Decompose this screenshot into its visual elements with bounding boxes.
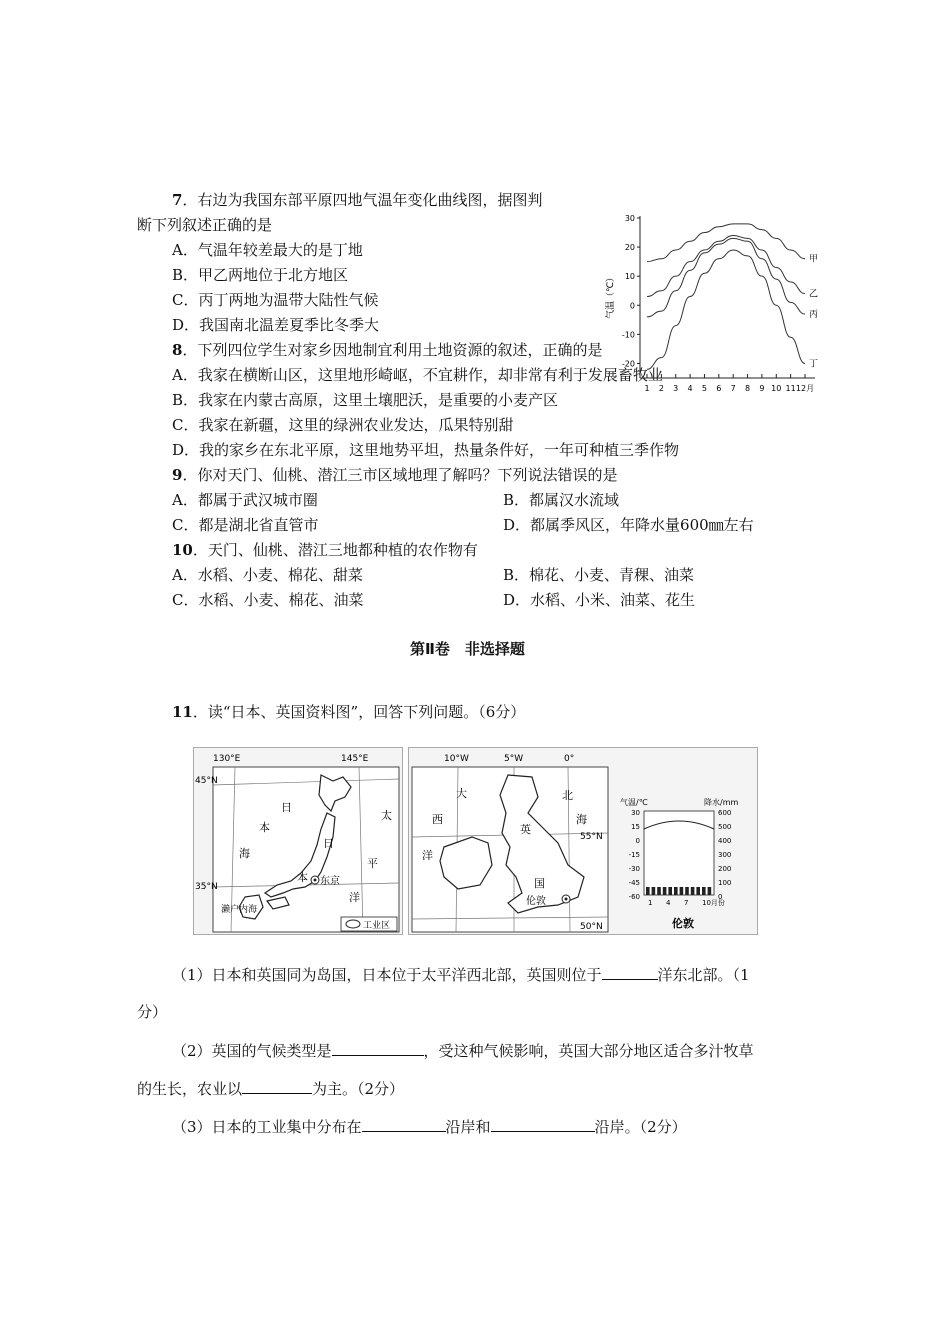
climate-temp-tick: 0 [635,837,640,845]
japan-lat-35: 35°N [195,882,218,892]
climate-temp-tick: -45 [628,879,640,887]
y-tick-label: 20 [624,243,635,253]
y-tick-label: -20 [621,359,635,369]
q10-option-b: B．棉花、小麦、青稞、油菜 [503,566,695,584]
north-sea-label-2: 海 [576,813,587,826]
precip-bar [657,887,661,895]
series-line-1 [647,235,805,296]
climate-temp-tick: -30 [628,865,640,873]
x-tick-label: 9 [759,384,765,393]
q11-sub3-blank2[interactable] [491,1117,595,1132]
precip-bar [685,887,689,895]
x-tick-label: 7 [730,384,736,393]
uk-lat-50: 50°N [580,922,603,932]
precip-bar [680,887,684,895]
industrial-zone-icon [346,920,360,928]
japan-map [193,747,403,935]
precip-bar [652,887,656,895]
uk-map [408,747,758,935]
climate-temp-tick: -15 [628,851,640,859]
uk-lon-0: 0° [564,754,575,764]
uk-lon-10w: 10°W [444,754,469,764]
seto-inland-sea-label: 濑户内海 [221,905,258,915]
x-tick-label: 12月 [795,384,815,393]
climate-month-tick: 10月份 [702,899,725,907]
q11-sub2-blank1[interactable] [332,1041,424,1056]
climate-precip-tick: 600 [718,809,732,817]
q7-option-c: C．丙丁两地为温带大陆性气候 [172,291,379,309]
x-tick-label: 11 [785,384,796,393]
precip-bar [663,887,667,895]
precip-bar [668,887,672,895]
x-ticks [644,374,814,393]
y-tick-label: 0 [629,301,635,311]
q11-sub3: （3）日本的工业集中分布在 沿岸和 沿岸。（2分） [172,1118,687,1136]
q7-option-a: A．气温年较差最大的是丁地 [172,241,363,259]
climate-precip-tick: 300 [718,851,732,859]
climate-precip-tick: 200 [718,865,732,873]
q11-sub3-blank1[interactable] [362,1117,446,1132]
q10-stem: 10．天门、仙桃、潜江三地都种植的农作物有 [172,541,478,559]
y-tick-label: -10 [621,330,635,340]
climate-precip-title: 降水/mm [704,798,739,807]
series-label-3: 丁 [809,359,819,370]
atlantic-label-1: 大 [456,787,467,800]
climate-month-tick: 4 [666,899,671,907]
q11-sub2: （2）英国的气候类型是 ，受这种气候影响，英国大部分地区适合多汁牧草 [172,1042,754,1060]
x-tick-label: 6 [716,384,722,393]
q8-option-d: D．我的家乡在东北平原，这里地势平坦，热量条件好，一年可种植三季作物 [172,441,680,459]
atlantic-label-2: 西 [432,813,443,826]
climate-temp-tick: -60 [628,893,640,901]
tokyo-label: 东京 [320,876,340,887]
y-tick-label: 10 [624,272,635,282]
precip-bar [708,887,712,895]
q11-sub2-blank2[interactable] [242,1079,312,1094]
q7-stem-line1: 7．右边为我国东部平原四地气温年变化曲线图，据图判 [172,191,543,209]
japan-lon-130: 130°E [213,754,241,764]
precip-bar [646,887,650,895]
climate-precip-tick: 500 [718,823,732,831]
series-label-1: 乙 [809,289,819,300]
atlantic-label-3: 洋 [422,849,433,862]
q7-stem-line2: 断下列叙述正确的是 [137,216,273,234]
precip-bar [674,887,678,895]
series-line-2 [647,238,805,317]
climate-month-tick: 7 [684,899,689,907]
london-label: 伦敦 [526,896,546,907]
temperature-chart [600,206,820,401]
japan-legend-label: 工业区 [363,921,391,931]
climate-precip-tick: 100 [718,879,732,887]
climate-city-label: 伦敦 [672,917,694,930]
q9-option-a: A．都属于武汉城市圈 [172,491,318,509]
section2-title: 第Ⅱ卷 非选择题 [410,640,525,658]
q9-option-b: B．都属汉水流域 [503,491,620,509]
series-labels [809,254,818,370]
series-line-3 [647,250,805,369]
q8-option-c: C．我家在新疆，这里的绿洲农业发达，瓜果特别甜 [172,416,514,434]
series-lines [647,224,805,369]
climate-temp-tick: 15 [631,823,640,831]
climate-temp-title: 气温/℃ [620,798,648,807]
x-tick-label: 1 [644,384,650,393]
q10-option-c: C．水稻、小麦、棉花、油菜 [172,591,364,609]
climate-precip-tick: 0 [718,893,723,901]
x-tick-label: 2 [658,384,664,393]
q11-sub2-cont: 的生长，农业以 为主。（2分） [137,1080,405,1098]
q7-option-b: B．甲乙两地位于北方地区 [172,266,349,284]
climate-month-tick: 1 [648,899,653,907]
q11-sub1-blank[interactable] [602,965,658,980]
precip-bar [691,887,695,895]
x-tick-label: 4 [687,384,693,393]
climate-precip-tick: 400 [718,837,732,845]
q9-option-d: D．都属季风区，年降水量600㎜左右 [503,516,754,534]
sea-of-japan-label-1: 日 [281,801,292,814]
q11-stem: 11．读“日本、英国资料图”，回答下列问题。（6分） [172,703,526,721]
uk-country-label-1: 英 [520,823,531,836]
japan-country-label-2: 本 [297,871,308,884]
x-tick-label: 3 [673,384,679,393]
series-label-0: 甲 [809,254,819,265]
uk-lat-55: 55°N [580,832,603,842]
uk-lon-5w: 5°W [504,754,524,764]
x-tick-label: 8 [744,384,751,393]
q9-stem: 9．你对天门、仙桃、潜江三市区域地理了解吗？下列说法错误的是 [172,466,618,484]
japan-lat-45: 45°N [195,776,218,786]
q11-sub1-cont: 分） [137,1003,168,1021]
precip-bar [702,887,706,895]
y-tick-label: 30 [624,214,635,223]
pacific-label-1: 太 [381,809,392,822]
sea-of-japan-label-2: 本 [259,821,270,834]
q8-option-a: A．我家在横断山区，这里地形崎岖，不宜耕作，却非常有利于发展畜牧业 [172,366,663,384]
precip-bar [696,887,700,895]
climate-temp-tick: 30 [631,809,640,817]
pacific-label-3: 洋 [349,891,360,904]
q9-option-c: C．都是湖北省直管市 [172,516,319,534]
uk-country-label-2: 国 [534,877,545,890]
sea-of-japan-label-3: 海 [239,847,250,860]
y-ticks [622,214,640,368]
q8-stem: 8．下列四位学生对家乡因地制宜利用土地资源的叙述，正确的是 [172,341,603,359]
q10-option-d: D．水稻、小米、油菜、花生 [503,591,696,609]
q10-option-a: A．水稻、小麦、棉花、甜菜 [172,566,363,584]
series-label-2: 丙 [809,310,819,320]
north-sea-label-1: 北 [562,789,573,802]
japan-country-label-1: 日 [323,837,334,850]
japan-lon-145: 145°E [341,754,369,764]
series-line-0 [647,224,805,262]
x-tick-label: 5 [701,384,708,393]
q11-sub1: （1）日本和英国同为岛国，日本位于太平洋西北部，英国则位于 洋东北部。（1 [172,966,750,984]
q8-option-b: B．我家在内蒙古高原，这里土壤肥沃，是重要的小麦产区 [172,391,559,409]
pacific-label-2: 平 [367,857,378,870]
x-tick-label: 10 [771,384,782,393]
y-axis-label: 气温（℃） [606,272,616,320]
climate-plot-area [644,811,714,895]
q7-option-d: D．我国南北温差夏季比冬季大 [172,316,380,334]
